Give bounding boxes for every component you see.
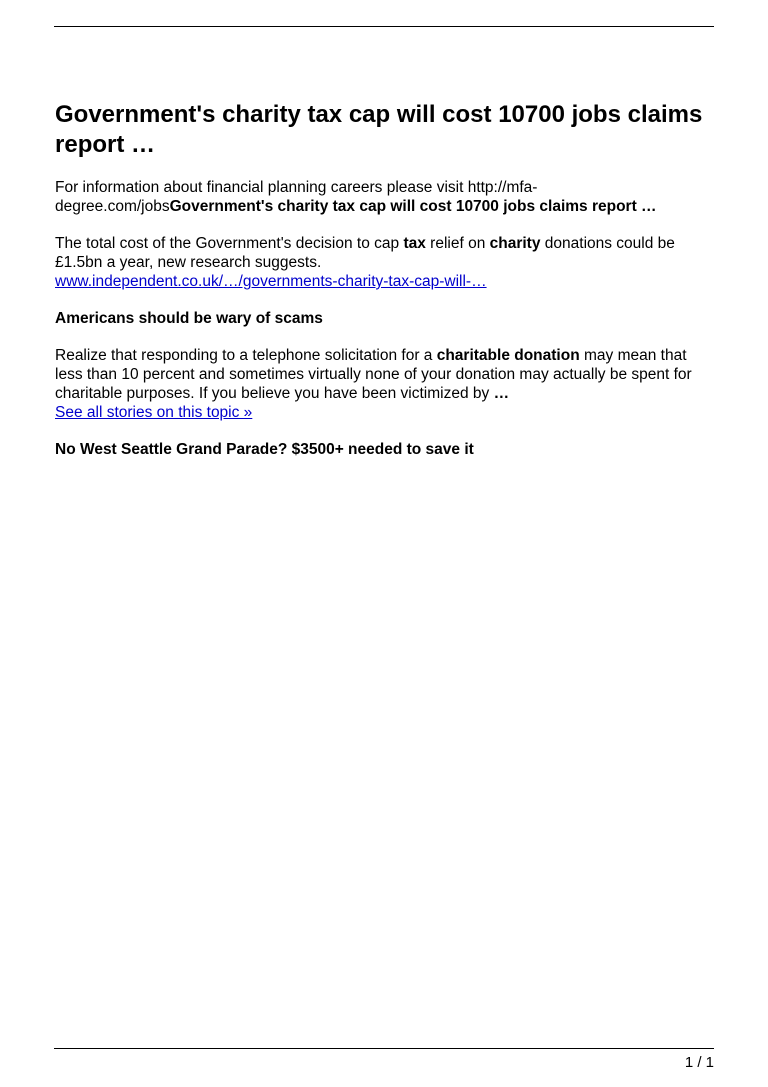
story-1-bold-charity: charity bbox=[489, 235, 541, 252]
document-body bbox=[55, 100, 715, 477]
document-title: Government's charity tax cap will cost 10700 jobs claims report … bbox=[55, 101, 703, 158]
story-1-link[interactable]: www.independent.co.uk/…/governments-charity-tax-cap-will-… bbox=[55, 273, 487, 290]
story-1-text-2: relief on bbox=[425, 235, 490, 252]
story-1-bold-tax: tax bbox=[403, 235, 426, 252]
header-rule bbox=[54, 26, 714, 27]
footer-rule bbox=[54, 1048, 714, 1049]
intro-bold-title: Government's charity tax cap will cost 10700 jobs claims report … bbox=[169, 198, 657, 215]
story-2-text-1: Realize that responding to a telephone solicitation for a bbox=[55, 347, 437, 364]
story-2-heading: Americans should be wary of scams bbox=[55, 310, 323, 327]
see-all-stories-link[interactable]: See all stories on this topic » bbox=[55, 404, 253, 421]
story-2-bold-donation: charitable donation bbox=[436, 347, 580, 364]
intro-text: For information about financial planning careers please visit http://mfa-degree.com/jobs bbox=[55, 179, 538, 215]
story-2-text-2: may mean that less than 10 percent and sometimes virtually none of your donation may actually be spent for charitable purposes. If you believe you have been victimized by bbox=[55, 347, 692, 402]
intro-paragraph bbox=[55, 178, 715, 216]
page-number: 1 / 1 bbox=[684, 1054, 714, 1071]
story-1-text-3: donations could be £1.5bn a year, new research suggests. bbox=[55, 235, 675, 271]
story-2-paragraph bbox=[55, 346, 715, 422]
story-3-heading: No West Seattle Grand Parade? $3500+ needed to save it bbox=[55, 441, 474, 458]
story-1-text-1: The total cost of the Government's decision to cap bbox=[55, 235, 404, 252]
story-2-bold-ellipsis: … bbox=[493, 385, 510, 402]
story-1-paragraph bbox=[55, 234, 715, 291]
